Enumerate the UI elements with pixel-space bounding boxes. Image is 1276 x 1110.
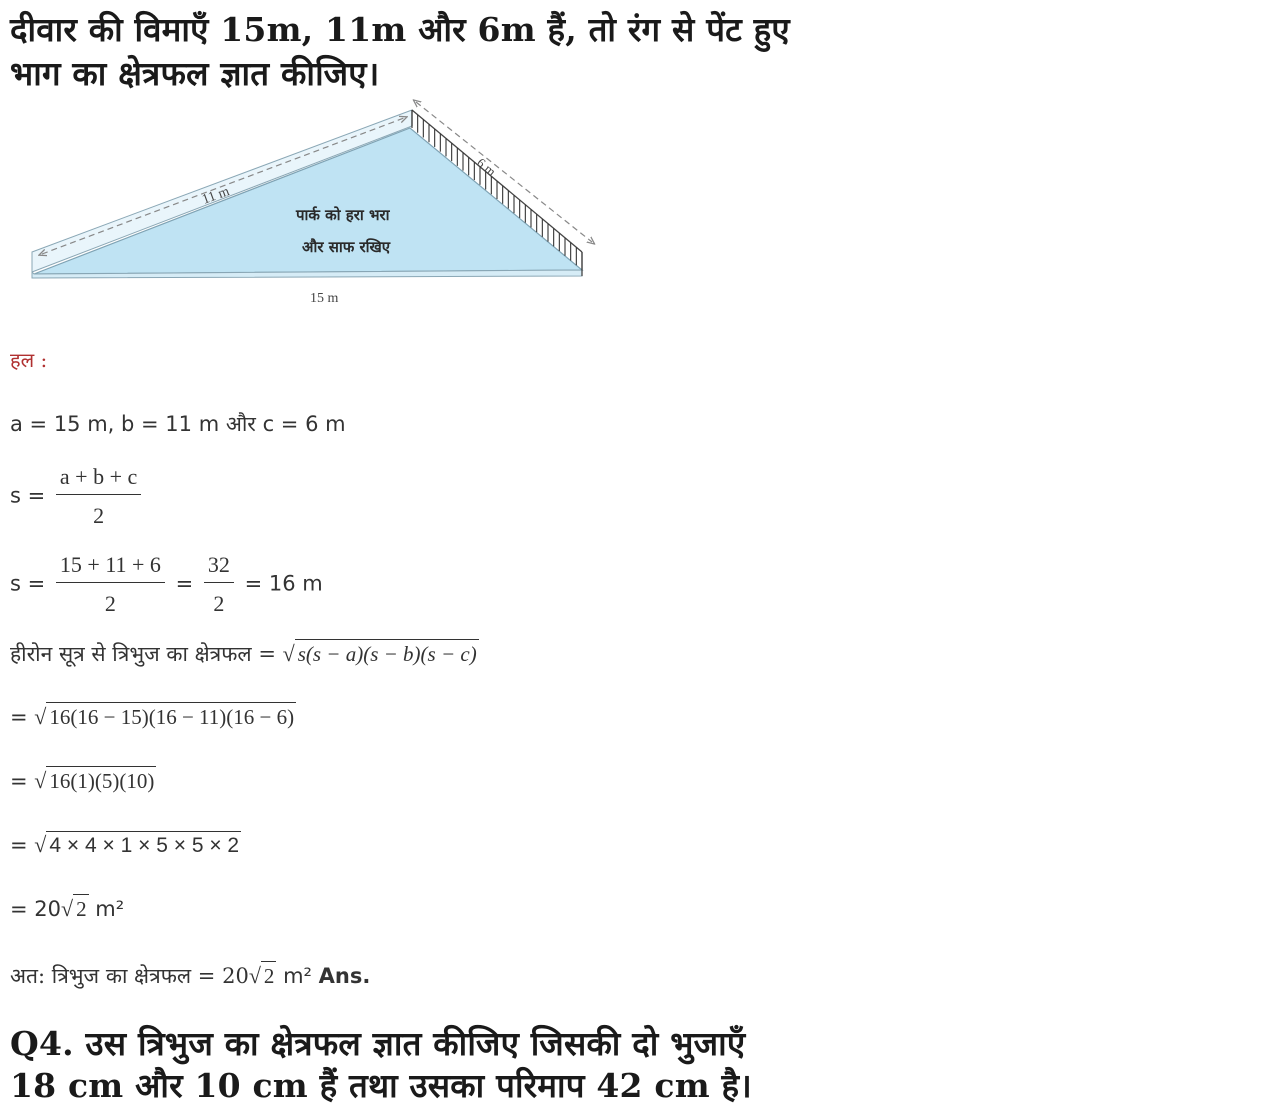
sqrt-sign: √ <box>34 768 47 793</box>
label-11m: 11 m <box>200 184 232 208</box>
answer-label: अत: त्रिभुज का क्षेत्रफल = 20 <box>10 964 249 988</box>
semi-perimeter-fraction <box>56 464 141 529</box>
answer-suffix: Ans. <box>318 964 371 988</box>
wall-triangle-figure <box>20 96 610 326</box>
fraction-denominator: 2 <box>213 591 225 616</box>
step4-radicand: 2 <box>73 894 89 921</box>
fraction-numerator: 15 + 11 + 6 <box>56 552 165 583</box>
sqrt-sign: √ <box>248 963 261 988</box>
q4-line-2: 18 cm और 10 cm हैं तथा उसका परिमाप 42 cm है। <box>10 1066 752 1105</box>
s-result: = 16 m <box>244 571 323 596</box>
answer-unit: m² <box>283 964 312 988</box>
sqrt-sign: √ <box>282 641 295 666</box>
sum-fraction <box>56 552 165 617</box>
area-step-2 <box>10 768 156 794</box>
fraction-numerator: a + b + c <box>56 464 141 495</box>
sqrt-sign: √ <box>34 704 47 729</box>
equals-sign: = <box>175 571 194 596</box>
area-step-4 <box>10 896 124 922</box>
sqrt-sign: √ <box>34 832 47 857</box>
s-prefix: s = <box>10 483 46 508</box>
semi-perimeter-value <box>10 552 323 617</box>
semi-perimeter-formula <box>10 464 145 529</box>
step2-radicand: 16(1)(5)(10) <box>46 766 156 793</box>
heron-radicand: s(s − a)(s − b)(s − c) <box>295 639 479 666</box>
simplified-fraction <box>204 552 234 617</box>
area-step-1 <box>10 704 296 730</box>
fraction-denominator: 2 <box>93 503 105 528</box>
step2-prefix: = <box>10 769 28 793</box>
s2-prefix: s = <box>10 571 46 596</box>
area-step-3 <box>10 832 241 858</box>
step3-radicand: 4 × 4 × 1 × 5 × 5 × 2 <box>46 831 241 857</box>
answer-radicand: 2 <box>261 961 277 988</box>
heron-formula-line <box>10 640 479 668</box>
heron-label: हीरोन सूत्र से त्रिभुज का क्षेत्रफल = <box>10 642 276 666</box>
question-line-1: दीवार की विमाएँ 15m, 11m और 6m हैं, तो रंग से पेंट हुए <box>10 10 790 49</box>
solution-heading: हल : <box>10 348 48 372</box>
q4-line-1: Q4. उस त्रिभुज का क्षेत्रफल ज्ञात कीजिए जिसकी दो भुजाएँ <box>10 1024 746 1063</box>
fraction-denominator: 2 <box>104 591 116 616</box>
step4-prefix: = 20 <box>10 897 61 921</box>
step1-prefix: = <box>10 705 28 729</box>
question-line-2: भाग का क्षेत्रफल ज्ञात कीजिए। <box>10 54 380 93</box>
fraction-numerator: 32 <box>204 552 234 583</box>
label-6m: 6 m <box>474 154 499 180</box>
sqrt-sign: √ <box>61 896 74 921</box>
step1-radicand: 16(16 − 15)(16 − 11)(16 − 6) <box>46 702 296 729</box>
step4-unit: m² <box>95 897 125 921</box>
final-answer <box>10 962 370 990</box>
sign-text-line-1: पार्क को हरा भरा <box>296 206 390 224</box>
label-15m: 15 m <box>310 291 339 306</box>
given-values: a = 15 m, b = 11 m और c = 6 m <box>10 412 346 436</box>
sign-text-line-2: और साफ रखिए <box>302 238 391 256</box>
step3-prefix: = <box>10 833 28 857</box>
